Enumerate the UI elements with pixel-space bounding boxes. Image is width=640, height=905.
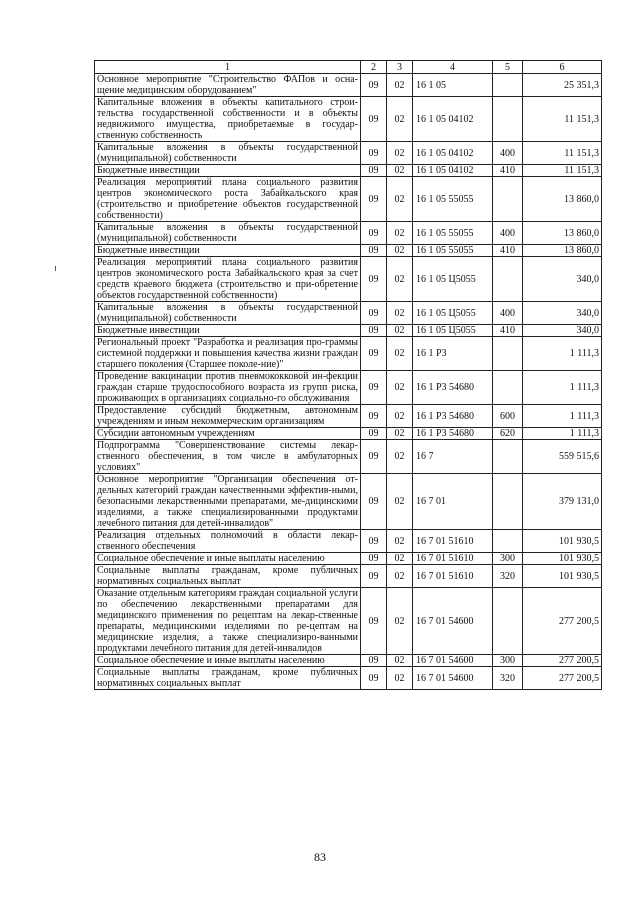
- page-number: 83: [314, 850, 326, 864]
- row-amount: 379 131,0: [523, 474, 602, 530]
- row-amount: 277 200,5: [523, 667, 602, 690]
- row-subsection: 02: [387, 371, 413, 405]
- row-amount: 277 200,5: [523, 588, 602, 655]
- row-subsection: 02: [387, 165, 413, 177]
- row-subsection: 02: [387, 337, 413, 371]
- row-target-code: 16 7 01 54600: [413, 667, 493, 690]
- row-section: 09: [361, 588, 387, 655]
- row-section: 09: [361, 165, 387, 177]
- row-description: Капитальные вложения в объекты государственной (муниципальной) собственности: [95, 302, 361, 325]
- table-row: [95, 474, 602, 530]
- row-target-code: 16 1 05 04102: [413, 142, 493, 165]
- row-subsection: 02: [387, 257, 413, 302]
- row-amount: 1 111,3: [523, 428, 602, 440]
- row-target-code: 16 1 Р3 54680: [413, 371, 493, 405]
- row-section: 09: [361, 474, 387, 530]
- row-amount: 13 860,0: [523, 245, 602, 257]
- row-subsection: 02: [387, 530, 413, 553]
- row-expense-type: 300: [493, 655, 523, 667]
- row-description: Реализация отдельных полномочий в области лекар-ственного обеспечения: [95, 530, 361, 553]
- row-expense-type: [493, 177, 523, 222]
- row-amount: 340,0: [523, 325, 602, 337]
- row-subsection: 02: [387, 440, 413, 474]
- row-expense-type: [493, 530, 523, 553]
- row-description: Основное мероприятие "Организация обеспечения от-дельных категорий граждан качественными эффектив-ными, безопасными лекарственными препаратами, ме-дицинскими изделиями, а также специализированными продуктами лечебного питания для детей-инвалидов": [95, 474, 361, 530]
- row-amount: 11 151,3: [523, 142, 602, 165]
- row-section: 09: [361, 245, 387, 257]
- row-expense-type: 620: [493, 428, 523, 440]
- table-row: [95, 302, 602, 325]
- row-target-code: 16 7 01: [413, 474, 493, 530]
- row-amount: 1 111,3: [523, 405, 602, 428]
- row-section: 09: [361, 257, 387, 302]
- row-section: 09: [361, 325, 387, 337]
- row-subsection: 02: [387, 655, 413, 667]
- row-description: Проведение вакцинации против пневмококковой ин-фекции граждан старше трудоспособного возраста из групп риска, проживающих в организациях социально-го обслуживания: [95, 371, 361, 405]
- table-row: [95, 553, 602, 565]
- header-col-5: 5: [493, 61, 523, 74]
- table-row: [95, 74, 602, 97]
- row-description: Социальные выплаты гражданам, кроме публичных нормативных социальных выплат: [95, 565, 361, 588]
- table-body: [95, 74, 602, 690]
- row-section: 09: [361, 667, 387, 690]
- row-section: 09: [361, 371, 387, 405]
- row-amount: 340,0: [523, 302, 602, 325]
- table-row: [95, 142, 602, 165]
- row-description: Основное мероприятие "Строительство ФАПов и осна-щение медицинским оборудованием": [95, 74, 361, 97]
- table-row: [95, 428, 602, 440]
- row-subsection: 02: [387, 428, 413, 440]
- row-description: Бюджетные инвестиции: [95, 325, 361, 337]
- row-expense-type: 400: [493, 222, 523, 245]
- row-description: Субсидии автономным учреждениям: [95, 428, 361, 440]
- row-section: 09: [361, 337, 387, 371]
- row-expense-type: 400: [493, 302, 523, 325]
- row-description: Капитальные вложения в объекты капитального строи-тельства государственной собственности и в объекты недвижимого имущества, приобретаемые в государ-ственную собственность: [95, 97, 361, 142]
- table-row: [95, 565, 602, 588]
- row-expense-type: [493, 337, 523, 371]
- row-section: 09: [361, 655, 387, 667]
- row-expense-type: 320: [493, 565, 523, 588]
- row-section: 09: [361, 428, 387, 440]
- header-col-1: 1: [95, 61, 361, 74]
- table-row: [95, 440, 602, 474]
- table-row: [95, 667, 602, 690]
- table-row: [95, 177, 602, 222]
- row-amount: 101 930,5: [523, 530, 602, 553]
- row-subsection: 02: [387, 245, 413, 257]
- row-section: 09: [361, 142, 387, 165]
- table-row: [95, 165, 602, 177]
- row-description: Социальные выплаты гражданам, кроме публичных нормативных социальных выплат: [95, 667, 361, 690]
- row-subsection: 02: [387, 222, 413, 245]
- row-description: Подпрограмма "Совершенствование системы лекар-ственного обеспечения, в том числе в амбулаторных условиях": [95, 440, 361, 474]
- row-section: 09: [361, 565, 387, 588]
- row-target-code: 16 7: [413, 440, 493, 474]
- row-description: Реализация мероприятий плана социального развития центров экономического роста Забайкальского края за счет средств краевого бюджета (строительство и при-обретение объектов государственной собственности): [95, 257, 361, 302]
- header-col-3: 3: [387, 61, 413, 74]
- row-amount: 1 111,3: [523, 337, 602, 371]
- row-amount: 277 200,5: [523, 655, 602, 667]
- table-row: [95, 337, 602, 371]
- row-amount: 101 930,5: [523, 553, 602, 565]
- row-section: 09: [361, 97, 387, 142]
- table-row: [95, 245, 602, 257]
- row-amount: 13 860,0: [523, 177, 602, 222]
- row-expense-type: [493, 97, 523, 142]
- row-expense-type: 400: [493, 142, 523, 165]
- table-header: [95, 61, 602, 74]
- table-row: [95, 655, 602, 667]
- row-subsection: 02: [387, 553, 413, 565]
- row-target-code: 16 1 Р3: [413, 337, 493, 371]
- row-amount: 101 930,5: [523, 565, 602, 588]
- row-expense-type: 410: [493, 245, 523, 257]
- table-row: [95, 325, 602, 337]
- row-expense-type: [493, 371, 523, 405]
- table-row: [95, 222, 602, 245]
- row-section: 09: [361, 177, 387, 222]
- row-section: 09: [361, 553, 387, 565]
- row-subsection: 02: [387, 302, 413, 325]
- row-target-code: 16 1 05 Ц5055: [413, 257, 493, 302]
- row-expense-type: [493, 474, 523, 530]
- row-subsection: 02: [387, 565, 413, 588]
- row-subsection: 02: [387, 177, 413, 222]
- row-expense-type: [493, 440, 523, 474]
- row-description: Капитальные вложения в объекты государственной (муниципальной) собственности: [95, 222, 361, 245]
- row-target-code: 16 1 Р3 54680: [413, 428, 493, 440]
- row-description: Региональный проект "Разработка и реализация про-граммы системной поддержки и повышения качества жизни граждан старшего поколения (Старшее поколе-ние)": [95, 337, 361, 371]
- row-description: Капитальные вложения в объекты государственной (муниципальной) собственности: [95, 142, 361, 165]
- row-expense-type: [493, 257, 523, 302]
- header-col-2: 2: [361, 61, 387, 74]
- table-row: [95, 530, 602, 553]
- row-target-code: 16 1 05 55055: [413, 222, 493, 245]
- row-expense-type: [493, 588, 523, 655]
- row-description: Социальное обеспечение и иные выплаты населению: [95, 553, 361, 565]
- row-expense-type: 410: [493, 165, 523, 177]
- row-subsection: 02: [387, 405, 413, 428]
- row-target-code: 16 7 01 51610: [413, 530, 493, 553]
- row-subsection: 02: [387, 588, 413, 655]
- row-description: Предоставление субсидий бюджетным, автономным учреждениям и иным некоммерческим организациям: [95, 405, 361, 428]
- table-row: [95, 371, 602, 405]
- row-expense-type: 410: [493, 325, 523, 337]
- row-subsection: 02: [387, 142, 413, 165]
- row-target-code: 16 1 05 04102: [413, 165, 493, 177]
- header-col-4: 4: [413, 61, 493, 74]
- row-amount: 25 351,3: [523, 74, 602, 97]
- row-description: Социальное обеспечение и иные выплаты населению: [95, 655, 361, 667]
- row-target-code: 16 7 01 51610: [413, 553, 493, 565]
- header-col-6: 6: [523, 61, 602, 74]
- row-amount: 13 860,0: [523, 222, 602, 245]
- table-row: [95, 97, 602, 142]
- row-amount: 1 111,3: [523, 371, 602, 405]
- row-expense-type: 300: [493, 553, 523, 565]
- row-amount: 11 151,3: [523, 97, 602, 142]
- row-target-code: 16 7 01 54600: [413, 588, 493, 655]
- row-section: 09: [361, 405, 387, 428]
- row-target-code: 16 1 Р3 54680: [413, 405, 493, 428]
- row-description: Бюджетные инвестиции: [95, 245, 361, 257]
- row-amount: 11 151,3: [523, 165, 602, 177]
- row-subsection: 02: [387, 325, 413, 337]
- row-target-code: 16 1 05: [413, 74, 493, 97]
- row-description: Оказание отдельным категориям граждан социальной услуги по обеспечению лекарственными препаратами для медицинского применения по рецептам на лекар-ственные препараты, медицинскими изделиями по ре-цептам на медицинские изделия, а также специализиро-ванными продуктами лечебного питания для детей-инвалидов: [95, 588, 361, 655]
- header-row: [95, 61, 602, 74]
- row-subsection: 02: [387, 474, 413, 530]
- margin-mark: [55, 266, 56, 271]
- row-target-code: 16 7 01 51610: [413, 565, 493, 588]
- budget-table: [94, 60, 602, 690]
- row-target-code: 16 7 01 54600: [413, 655, 493, 667]
- row-subsection: 02: [387, 74, 413, 97]
- row-section: 09: [361, 440, 387, 474]
- row-description: Бюджетные инвестиции: [95, 165, 361, 177]
- row-amount: 340,0: [523, 257, 602, 302]
- row-section: 09: [361, 302, 387, 325]
- row-target-code: 16 1 05 Ц5055: [413, 325, 493, 337]
- row-expense-type: 320: [493, 667, 523, 690]
- row-description: Реализация мероприятий плана социального развития центров экономического роста Забайкальского края (строительство и приобретение объектов государственной собственности): [95, 177, 361, 222]
- row-target-code: 16 1 05 55055: [413, 177, 493, 222]
- row-section: 09: [361, 530, 387, 553]
- row-subsection: 02: [387, 97, 413, 142]
- row-expense-type: [493, 74, 523, 97]
- table-row: [95, 405, 602, 428]
- row-amount: 559 515,6: [523, 440, 602, 474]
- row-section: 09: [361, 222, 387, 245]
- row-expense-type: 600: [493, 405, 523, 428]
- row-subsection: 02: [387, 667, 413, 690]
- row-target-code: 16 1 05 55055: [413, 245, 493, 257]
- row-section: 09: [361, 74, 387, 97]
- table-row: [95, 588, 602, 655]
- row-target-code: 16 1 05 04102: [413, 97, 493, 142]
- table-row: [95, 257, 602, 302]
- row-target-code: 16 1 05 Ц5055: [413, 302, 493, 325]
